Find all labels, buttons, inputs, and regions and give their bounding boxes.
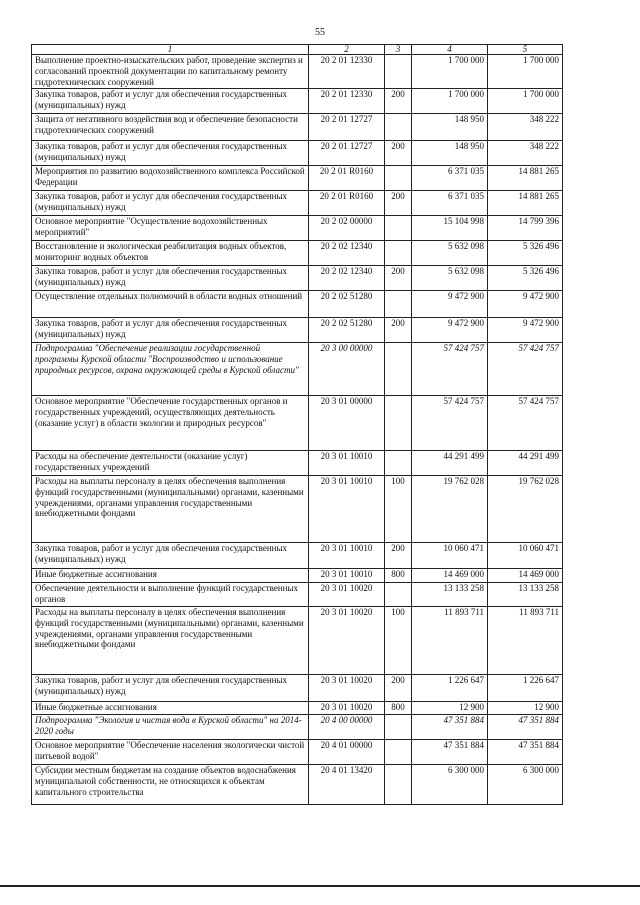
row-name: Расходы на выплаты персоналу в целях обеспечения выполнения функций государственными (муниципальными) органами, казенными учреждениями, органами управления государственными внебюджетными фондами [32,476,309,543]
row-type: 200 [385,543,412,569]
row-code: 20 2 01 R0160 [309,166,385,191]
row-type: 100 [385,607,412,675]
row-value-year2: 12 900 [488,702,563,715]
row-name: Закупка товаров, работ и услуг для обеспечения государственных (муниципальных) нужд [32,141,309,166]
row-name: Закупка товаров, работ и услуг для обеспечения государственных (муниципальных) нужд [32,266,309,291]
row-code: 20 2 02 12340 [309,266,385,291]
table-row [32,191,563,216]
table-row [32,55,563,89]
row-name: Подпрограмма "Экология и чистая вода в Курской области" на 2014-2020 годы [32,715,309,740]
table-row [32,702,563,715]
row-name: Расходы на выплаты персоналу в целях обеспечения выполнения функций государственными (муниципальными) органами, казенными учреждениями, органами управления государственными внебюджетными фондами [32,607,309,675]
row-name: Обеспечение деятельности и выполнение функций государственных органов [32,583,309,607]
column-number: 1 [32,45,309,55]
row-value-year1: 9 472 900 [412,291,488,318]
row-value-year2: 14 469 000 [488,569,563,583]
row-type [385,740,412,765]
row-value-year2: 47 351 884 [488,715,563,740]
row-value-year2: 11 893 711 [488,607,563,675]
row-code: 20 2 02 51280 [309,291,385,318]
row-value-year1: 10 060 471 [412,543,488,569]
row-type [385,583,412,607]
column-number: 3 [385,45,412,55]
row-name: Субсидии местным бюджетам на создание объектов водоснабжения муниципальной собственности, не относящихся к объектам капитального строительства [32,765,309,805]
row-name: Закупка товаров, работ и услуг для обеспечения государственных (муниципальных) нужд [32,675,309,702]
row-value-year2: 5 326 496 [488,241,563,266]
table-row [32,216,563,241]
table-row [32,765,563,805]
row-value-year2: 14 881 265 [488,166,563,191]
row-type: 100 [385,476,412,543]
row-value-year1: 148 950 [412,114,488,141]
row-code: 20 2 01 12727 [309,114,385,141]
table-row [32,476,563,543]
row-name: Закупка товаров, работ и услуг для обеспечения государственных (муниципальных) нужд [32,89,309,114]
row-code: 20 2 02 12340 [309,241,385,266]
row-value-year2: 348 222 [488,114,563,141]
row-value-year1: 57 424 757 [412,396,488,451]
row-name: Подпрограмма "Обеспечение реализации государственной программы Курской области "Воспроизводство и использование природных ресурсов, охрана окружающей среды в Курской области" [32,343,309,396]
row-name: Основное мероприятие "Обеспечение государственных органов и государственных учреждений, осуществляющих деятельность (оказание услуг) в области экологии и природных ресурсов" [32,396,309,451]
row-type [385,451,412,476]
row-code: 20 3 01 10020 [309,675,385,702]
table-row [32,543,563,569]
row-value-year1: 6 371 035 [412,191,488,216]
row-value-year2: 47 351 884 [488,740,563,765]
row-code: 20 3 01 10010 [309,543,385,569]
row-name: Закупка товаров, работ и услуг для обеспечения государственных (муниципальных) нужд [32,543,309,569]
row-value-year1: 5 632 098 [412,241,488,266]
row-value-year2: 10 060 471 [488,543,563,569]
table-row [32,715,563,740]
table-row [32,141,563,166]
row-code: 20 2 02 51280 [309,318,385,343]
row-type [385,396,412,451]
page-bottom-rule [0,885,640,887]
budget-table [31,44,563,805]
row-value-year2: 9 472 900 [488,291,563,318]
row-value-year2: 14 799 396 [488,216,563,241]
row-value-year2: 1 226 647 [488,675,563,702]
row-value-year1: 19 762 028 [412,476,488,543]
row-name: Основное мероприятие "Осуществление водохозяйственных мероприятий" [32,216,309,241]
table-row [32,241,563,266]
row-type: 200 [385,141,412,166]
row-code: 20 2 01 12330 [309,55,385,89]
table-row [32,89,563,114]
row-value-year2: 57 424 757 [488,396,563,451]
row-type [385,343,412,396]
row-name: Выполнение проектно-изыскательских работ, проведение экспертиз и согласований проектной документации по капитальному ремонту гидротехнических сооружений [32,55,309,89]
row-type: 200 [385,266,412,291]
row-code: 20 3 01 10010 [309,569,385,583]
page-number: 55 [315,27,325,38]
row-code: 20 3 01 10010 [309,451,385,476]
row-name: Основное мероприятие "Обеспечение населения экологически чистой питьевой водой" [32,740,309,765]
row-value-year1: 148 950 [412,141,488,166]
row-value-year2: 6 300 000 [488,765,563,805]
row-code: 20 4 00 00000 [309,715,385,740]
row-value-year1: 57 424 757 [412,343,488,396]
row-code: 20 3 01 10020 [309,583,385,607]
table-row [32,675,563,702]
row-value-year2: 57 424 757 [488,343,563,396]
row-value-year2: 9 472 900 [488,318,563,343]
column-number-row [32,45,563,55]
column-number: 5 [488,45,563,55]
table-row [32,583,563,607]
row-type: 200 [385,89,412,114]
row-value-year1: 5 632 098 [412,266,488,291]
row-value-year1: 47 351 884 [412,715,488,740]
row-value-year1: 6 300 000 [412,765,488,805]
table-row [32,266,563,291]
row-value-year2: 1 700 000 [488,89,563,114]
row-name: Иные бюджетные ассигнования [32,569,309,583]
row-value-year2: 19 762 028 [488,476,563,543]
table-row [32,451,563,476]
table-row [32,607,563,675]
row-type [385,291,412,318]
row-type [385,216,412,241]
row-name: Иные бюджетные ассигнования [32,702,309,715]
row-value-year2: 14 881 265 [488,191,563,216]
row-name: Восстановление и экологическая реабилитация водных объектов, мониторинг водных объектов [32,241,309,266]
row-name: Расходы на обеспечение деятельности (оказание услуг) государственных учреждений [32,451,309,476]
row-code: 20 2 01 12330 [309,89,385,114]
row-value-year1: 1 226 647 [412,675,488,702]
row-code: 20 3 01 10020 [309,607,385,675]
column-number: 2 [309,45,385,55]
row-type: 200 [385,318,412,343]
row-type [385,241,412,266]
row-name: Закупка товаров, работ и услуг для обеспечения государственных (муниципальных) нужд [32,191,309,216]
table-row [32,569,563,583]
row-value-year2: 44 291 499 [488,451,563,476]
row-code: 20 3 01 10010 [309,476,385,543]
row-value-year1: 6 371 035 [412,166,488,191]
row-value-year1: 11 893 711 [412,607,488,675]
row-code: 20 2 02 00000 [309,216,385,241]
row-value-year2: 5 326 496 [488,266,563,291]
row-code: 20 4 01 13420 [309,765,385,805]
row-code: 20 4 01 00000 [309,740,385,765]
row-code: 20 2 01 12727 [309,141,385,166]
row-value-year1: 13 133 258 [412,583,488,607]
row-code: 20 3 01 10020 [309,702,385,715]
table-row [32,318,563,343]
table-row [32,343,563,396]
row-value-year2: 348 222 [488,141,563,166]
row-name: Мероприятия по развитию водохозяйственного комплекса Российской Федерации [32,166,309,191]
row-code: 20 2 01 R0160 [309,191,385,216]
table-row [32,291,563,318]
row-code: 20 3 01 00000 [309,396,385,451]
table-row [32,114,563,141]
row-type: 200 [385,675,412,702]
row-value-year1: 14 469 000 [412,569,488,583]
table-row [32,740,563,765]
row-value-year1: 1 700 000 [412,89,488,114]
row-type [385,55,412,89]
row-value-year1: 47 351 884 [412,740,488,765]
table-row [32,396,563,451]
table-row [32,166,563,191]
row-value-year1: 44 291 499 [412,451,488,476]
row-name: Закупка товаров, работ и услуг для обеспечения государственных (муниципальных) нужд [32,318,309,343]
row-type [385,715,412,740]
row-type: 800 [385,702,412,715]
row-name: Защита от негативного воздействия вод и обеспечение безопасности гидротехнических сооружений [32,114,309,141]
row-value-year1: 1 700 000 [412,55,488,89]
column-number: 4 [412,45,488,55]
row-value-year1: 15 104 998 [412,216,488,241]
row-value-year2: 13 133 258 [488,583,563,607]
row-type [385,166,412,191]
row-type [385,765,412,805]
row-code: 20 3 00 00000 [309,343,385,396]
row-type: 200 [385,191,412,216]
row-type: 800 [385,569,412,583]
row-value-year1: 12 900 [412,702,488,715]
row-name: Осуществление отдельных полномочий в области водных отношений [32,291,309,318]
row-value-year2: 1 700 000 [488,55,563,89]
row-value-year1: 9 472 900 [412,318,488,343]
row-type [385,114,412,141]
